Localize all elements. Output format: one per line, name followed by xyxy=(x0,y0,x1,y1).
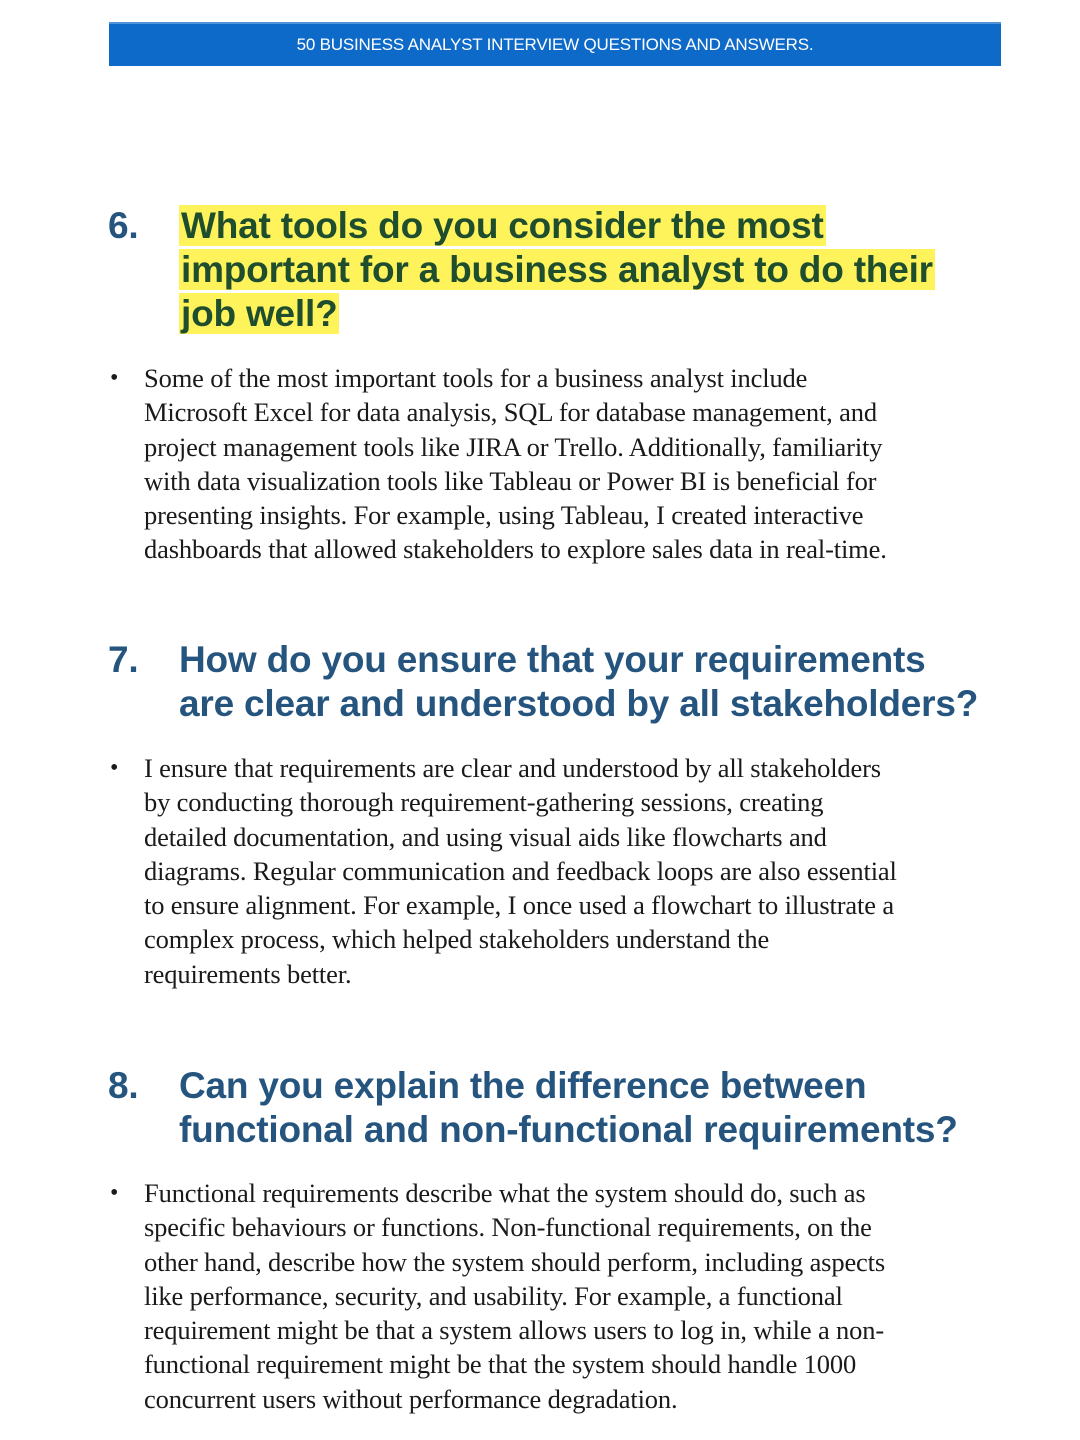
answer-line: project management tools like JIRA or Trello. Additionally, familiarity xyxy=(144,431,883,462)
answer-text xyxy=(144,361,887,567)
question-line: important for a business analyst to do their xyxy=(181,249,933,290)
question-text xyxy=(179,638,978,726)
question-line: What tools do you consider the most xyxy=(181,205,824,246)
answer-line: with data visualization tools like Tableau or Power BI is beneficial for xyxy=(144,465,877,496)
answer-line: diagrams. Regular communication and feedback loops are also essential xyxy=(144,855,897,886)
bullet-marker: • xyxy=(110,755,119,781)
question-line: job well? xyxy=(181,293,338,334)
question-text xyxy=(179,1064,958,1152)
question-number: 6. xyxy=(108,205,139,246)
answer-line: requirement might be that a system allows users to log in, while a non- xyxy=(144,1315,885,1346)
answer-line: by conducting thorough requirement-gathering sessions, creating xyxy=(144,787,824,818)
question-line: functional and non-functional requirements? xyxy=(179,1109,958,1150)
answer-line: to ensure alignment. For example, I once used a flowchart to illustrate a xyxy=(144,890,894,921)
answer-line: concurrent users without performance degradation. xyxy=(144,1383,678,1414)
answer-line: functional requirement might be that the system should handle 1000 xyxy=(144,1349,857,1380)
answer-text xyxy=(144,751,897,991)
question-number: 8. xyxy=(108,1065,139,1106)
answer-line: Some of the most important tools for a business analyst include xyxy=(144,363,808,393)
answer-text xyxy=(144,1176,885,1416)
document-header-title: 50 BUSINESS ANALYST INTERVIEW QUESTIONS AND ANSWERS. xyxy=(296,35,814,54)
answer-line: Microsoft Excel for data analysis, SQL for database management, and xyxy=(144,397,877,428)
question-text xyxy=(179,204,935,336)
answer-line: other hand, describe how the system should perform, including aspects xyxy=(144,1246,886,1277)
answer-line: dashboards that allowed stakeholders to explore sales data in real-time. xyxy=(144,534,887,565)
answer-line: presenting insights. For example, using Tableau, I created interactive xyxy=(144,500,864,531)
answer-line: I ensure that requirements are clear and understood by all stakeholders xyxy=(144,753,881,783)
document-header-bar xyxy=(109,22,1001,66)
answer-line: Functional requirements describe what the system should do, such as xyxy=(144,1178,866,1208)
answer-line: specific behaviours or functions. Non-functional requirements, on the xyxy=(144,1212,872,1243)
question-line: are clear and understood by all stakeholders? xyxy=(179,683,979,724)
answer-line: requirements better. xyxy=(144,958,352,989)
bullet-marker: • xyxy=(110,365,119,391)
question-line: How do you ensure that your requirements xyxy=(179,639,926,680)
answer-line: detailed documentation, and using visual aids like flowcharts and xyxy=(144,821,827,852)
answer-line: complex process, which helped stakeholders understand the xyxy=(144,924,770,955)
question-number: 7. xyxy=(108,639,139,680)
answer-line: like performance, security, and usability. For example, a functional xyxy=(144,1280,843,1311)
question-line: Can you explain the difference between xyxy=(179,1065,867,1106)
bullet-marker: • xyxy=(110,1180,119,1206)
